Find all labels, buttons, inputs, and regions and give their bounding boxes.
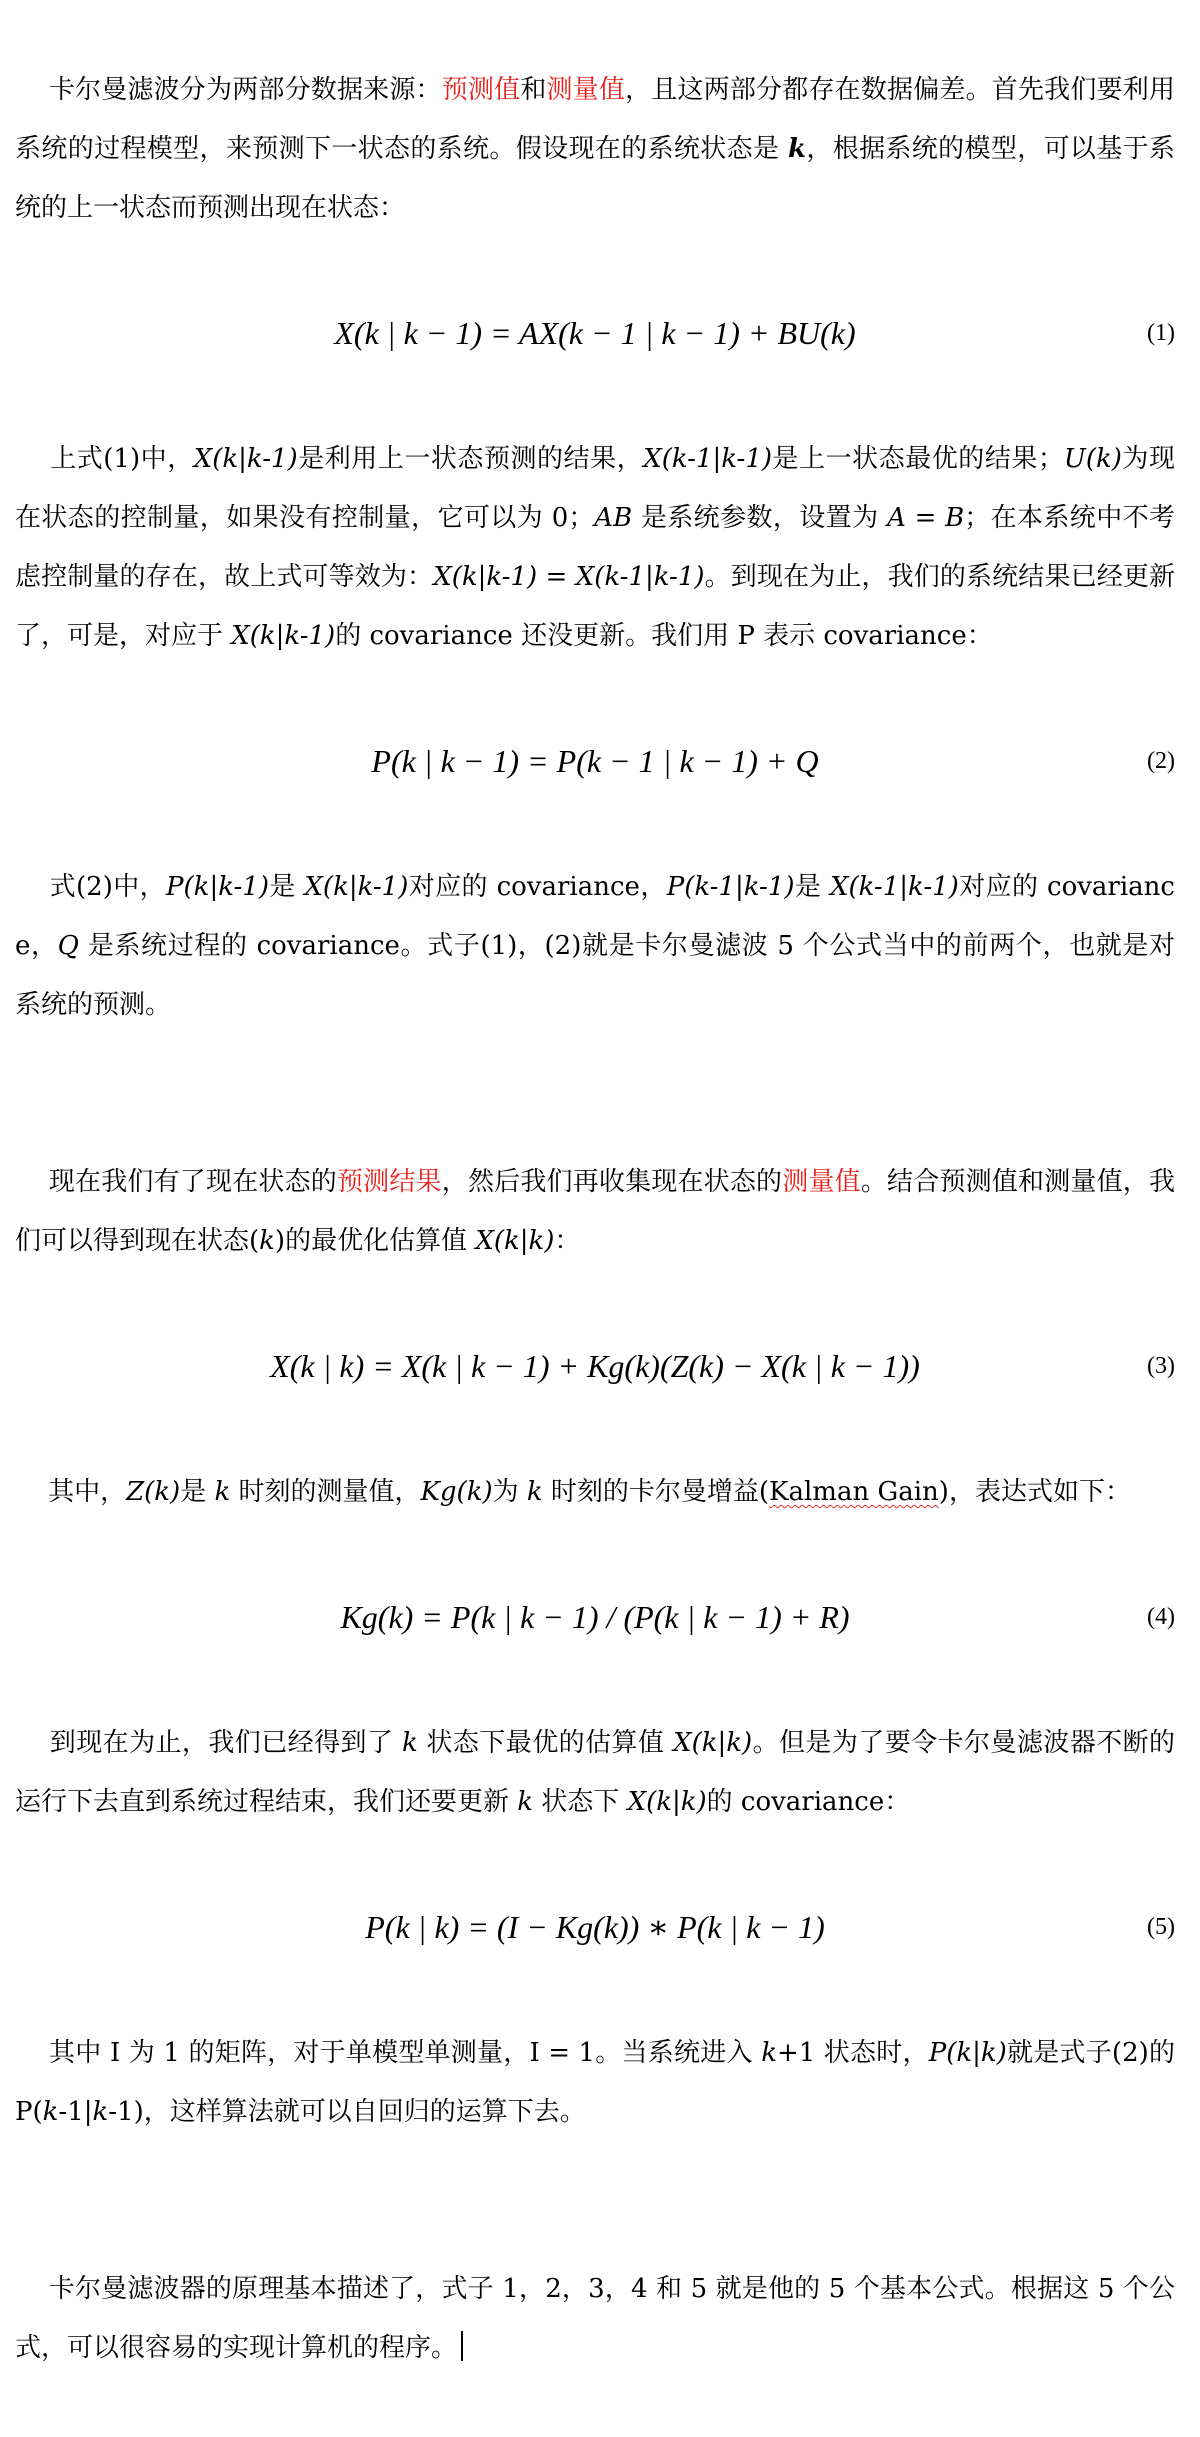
text-segment: 式(2)中， xyxy=(49,872,167,902)
text-segment: 其中， xyxy=(48,1477,127,1507)
paragraph-8[interactable] xyxy=(15,2201,1175,2437)
text-segment: ： xyxy=(554,1226,581,1256)
highlight-predicted-value: 预测值 xyxy=(441,75,521,105)
equation-5 xyxy=(15,1895,1175,1959)
text-segment: ，然后我们再收集现在状态的 xyxy=(441,1167,783,1197)
math-inline: X(k|k-1) xyxy=(304,872,409,902)
text-segment: 其中 I 为 1 的矩阵，对于单模型单测量，I = 1。当系统进入 xyxy=(48,2038,762,2068)
math-inline: X(k-1|k-1) xyxy=(643,444,773,474)
equation-formula: Kg(k) = P(k | k − 1) / (P(k | k − 1) + R) xyxy=(340,1599,850,1635)
math-inline: A = B xyxy=(887,503,965,533)
paragraph-2 xyxy=(15,371,1175,725)
text-segment: -1| xyxy=(58,2097,93,2127)
text-segment: 时刻的卡尔曼增益( xyxy=(542,1477,770,1507)
math-inline: k xyxy=(92,2097,109,2127)
text-segment: 卡尔曼滤波器的原理基本描述了，式子 1，2，3，4 和 5 就是他的 5 个基本公式。根据这 5 个公式，可以很容易的实现计算机的程序。 xyxy=(15,2274,1175,2363)
text-segment: 是系统过程的 covariance。式子(1)，(2)就是卡尔曼滤波 5 个公式当中的前两个，也就是对系统的预测。 xyxy=(15,931,1175,1020)
math-inline: k xyxy=(259,1226,275,1256)
text-segment: 是 xyxy=(794,872,830,902)
text-segment: 。结合预测值和测量值，我们可以得到现在状态( xyxy=(15,1167,1175,1256)
math-inline: U(k) xyxy=(1063,444,1122,474)
equation-3 xyxy=(15,1334,1175,1398)
equation-number: (1) xyxy=(1147,320,1175,346)
math-inline: P(k|k-1) xyxy=(166,872,269,902)
text-segment: ，且这两部分都存在数据偏差。首先我们要利用系统的过程模型，来预测下一状态的系统。假设现在的系统状态是 xyxy=(15,75,1175,164)
text-segment: 是 xyxy=(180,1477,215,1507)
math-inline: X(k|k) xyxy=(673,1728,753,1758)
math-inline: k xyxy=(761,2038,777,2068)
text-segment: 状态下 xyxy=(533,1787,628,1817)
paragraph-1 xyxy=(15,0,1175,297)
text-segment: 。到现在为止，我们的系统结果已经更新了，可是，对应于 xyxy=(15,562,1175,651)
math-inline: X(k|k) xyxy=(475,1226,555,1256)
text-segment: 为现在状态的控制量，如果没有控制量，它可以为 0； xyxy=(15,444,1175,533)
math-inline: k xyxy=(517,1787,534,1817)
math-inline: X(k-1|k-1) xyxy=(829,872,959,902)
text-segment: 和 xyxy=(520,75,547,105)
equation-number: (4) xyxy=(1147,1604,1175,1630)
equation-number: (2) xyxy=(1147,748,1175,774)
text-segment: 卡尔曼滤波分为两部分数据来源： xyxy=(48,75,442,105)
text-segment: 是利用上一状态预测的结果， xyxy=(297,444,644,474)
math-inline: P(k-1|k-1) xyxy=(666,872,795,902)
paragraph-5 xyxy=(15,1404,1175,1581)
equation-number: (3) xyxy=(1147,1353,1175,1379)
text-segment: 对应的 covariance， xyxy=(15,872,1175,961)
text-segment: 状态下最优的估算值 xyxy=(417,1728,674,1758)
text-segment: 就是式子(2)的 P( xyxy=(15,2038,1184,2127)
text-cursor xyxy=(461,2331,463,2361)
text-segment: ，根据系统的模型，可以基于系统的上一状态而预测出现在状态： xyxy=(15,134,1175,223)
paragraph-7 xyxy=(15,1965,1184,2201)
paragraph-6 xyxy=(15,1655,1175,1891)
text-segment: 到现在为止，我们已经得到了 xyxy=(49,1728,403,1758)
equation-formula: P(k | k) = (I − Kg(k)) ∗ P(k | k − 1) xyxy=(365,1909,825,1945)
text-segment: )，表达式如下： xyxy=(938,1477,1131,1507)
text-segment: -1)，这样算法就可以自回归的运算下去。 xyxy=(108,2097,586,2127)
highlight-measured-value: 测量值 xyxy=(782,1167,861,1197)
math-inline: X(k|k-1) xyxy=(231,621,336,651)
text-segment: 。但是为了要令卡尔曼滤波器不断的运行下去直到系统过程结束，我们还要更新 xyxy=(15,1728,1175,1817)
text-segment: 上式(1)中， xyxy=(50,444,194,474)
document-body xyxy=(15,0,1184,2437)
text-segment: 时刻的测量值， xyxy=(230,1477,421,1507)
math-inline: Q xyxy=(57,931,79,961)
text-segment: )的最优化估算值 xyxy=(274,1226,476,1256)
text-segment: 的 covariance 还没更新。我们用 P 表示 covariance： xyxy=(335,621,993,651)
math-inline: P(k|k) xyxy=(928,2038,1007,2068)
math-inline: Z(k) xyxy=(126,1477,181,1507)
equation-1 xyxy=(15,301,1175,365)
text-segment: 为 xyxy=(492,1477,527,1507)
text-segment: 是 xyxy=(268,872,305,902)
text-segment: ；在本系统中不考虑控制量的存在，故上式可等效为： xyxy=(15,503,1176,592)
paragraph-3 xyxy=(15,799,1175,1094)
math-inline: k xyxy=(402,1728,418,1758)
math-inline: X(k|k) xyxy=(627,1787,707,1817)
math-inline: k xyxy=(526,1477,543,1507)
math-inline: X(k|k-1) xyxy=(193,444,298,474)
math-inline: X(k|k-1) = X(k-1|k-1) xyxy=(433,562,705,592)
math-inline: k xyxy=(214,1477,231,1507)
state-k-symbol: k xyxy=(787,134,806,164)
math-inline: Kg(k) xyxy=(420,1477,493,1507)
text-segment: 是上一状态最优的结果； xyxy=(772,444,1064,474)
equation-formula: X(k | k) = X(k | k − 1) + Kg(k)(Z(k) − X(k | k − 1)) xyxy=(270,1348,920,1384)
spellcheck-underlined-term: Kalman Gain xyxy=(769,1477,939,1507)
text-segment: 现在我们有了现在状态的 xyxy=(48,1167,337,1197)
equation-formula: P(k | k − 1) = P(k − 1 | k − 1) + Q xyxy=(371,743,819,779)
equation-number: (5) xyxy=(1147,1914,1175,1940)
math-inline: AB xyxy=(594,503,633,533)
equation-4 xyxy=(15,1585,1175,1649)
equation-formula: X(k | k − 1) = AX(k − 1 | k − 1) + BU(k) xyxy=(334,315,856,351)
highlight-prediction-result: 预测结果 xyxy=(336,1167,442,1197)
text-segment: 的 covariance： xyxy=(706,1787,911,1817)
paragraph-4 xyxy=(15,1094,1175,1330)
highlight-measured-value: 测量值 xyxy=(546,75,626,105)
math-inline: k xyxy=(42,2097,59,2127)
text-segment: 是系统参数，设置为 xyxy=(632,503,888,533)
text-segment: 对应的 covariance， xyxy=(408,872,667,902)
equation-2 xyxy=(15,729,1175,793)
text-segment: +1 状态时， xyxy=(776,2038,929,2068)
